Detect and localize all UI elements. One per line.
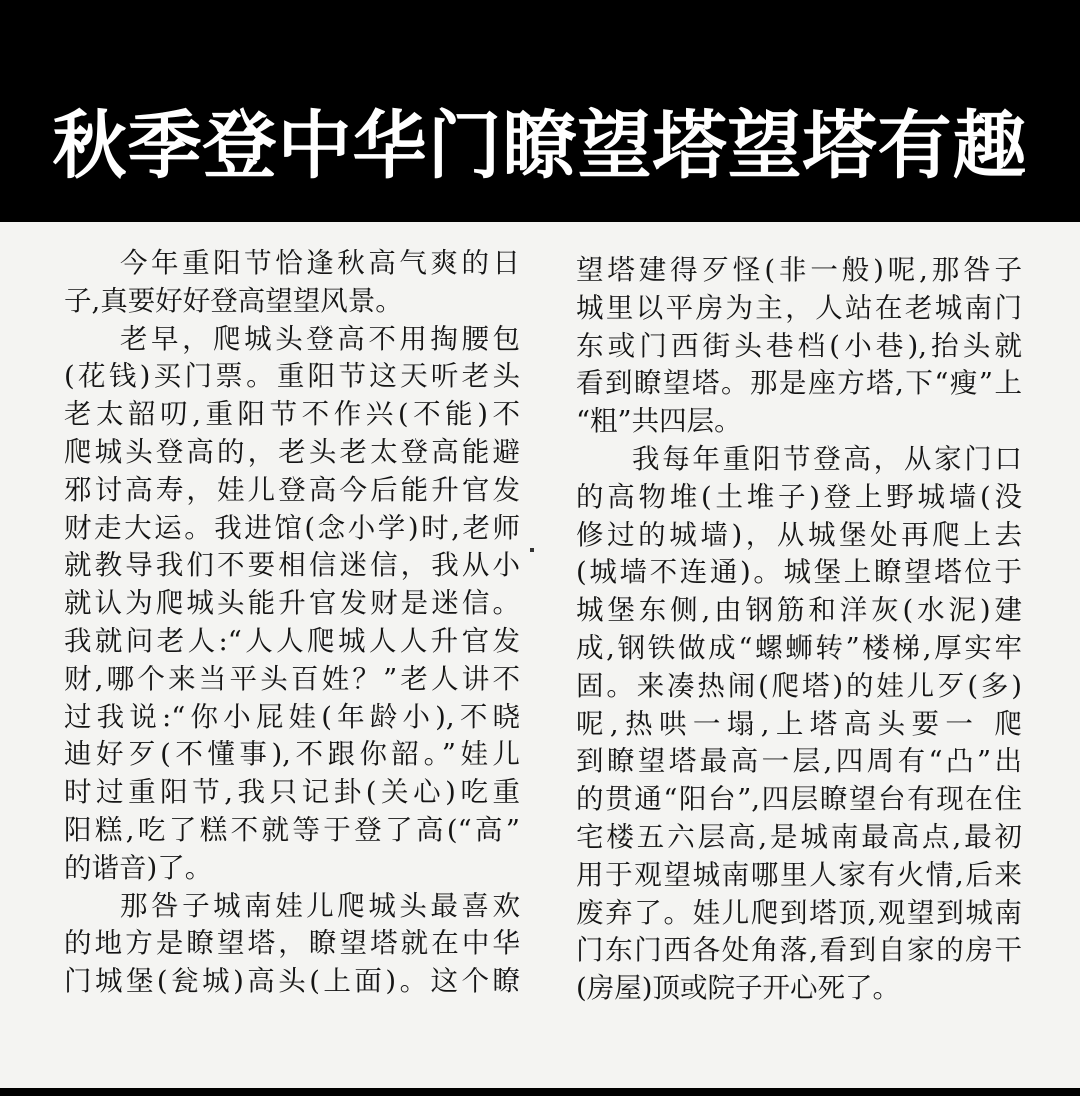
- ink-speck: [530, 548, 534, 552]
- article-line: 子,真要好好登高望望风景。: [64, 284, 403, 317]
- article-line: 门城堡(瓮城)高头(上面)。这个瞭: [64, 965, 520, 998]
- article-line: 呢,热哄一塌,上塔高头要一 爬: [576, 707, 1022, 740]
- article-line: 宅楼五六层高,是城南最高点,最初: [576, 820, 1022, 853]
- article-line: 我每年重阳节登高，从家门口: [632, 442, 1022, 475]
- article-line: 过我说:“你小屁娃(年龄小),不晓: [64, 700, 520, 733]
- article-line: 的高物堆(土堆子)登上野城墙(没: [576, 480, 1022, 513]
- article-line: 时过重阳节,我只记卦(关心)吃重: [64, 776, 520, 809]
- article-line: 老太韶叨,重阳节不作兴(不能)不: [64, 398, 520, 431]
- article-right-column: [576, 252, 1022, 1008]
- article-line: 看到瞭望塔。那是座方塔,下“瘦”上: [576, 367, 1022, 400]
- article-line: 的谐音)了。: [64, 851, 213, 884]
- article-line: 用于观望城南哪里人家有火情,后来: [576, 858, 1022, 891]
- article-line: 爬城头登高的，老头老太登高能避: [64, 435, 520, 468]
- article-line: 今年重阳节恰逢秋高气爽的日: [120, 247, 520, 279]
- article-line: 成,钢铁做成“螺蛳转”楼梯,厚实牢: [576, 631, 1022, 664]
- article-line: 财,哪个来当平头百姓？”老人讲不: [64, 662, 520, 695]
- bottom-border: [0, 1088, 1080, 1096]
- article-line: 望塔建得歹怪(非一般)呢,那咎子: [576, 254, 1022, 286]
- article-line: 的贯通“阳台”,四层瞭望台有现在住: [576, 783, 1022, 816]
- article-line: 财走大运。我进馆(念小学)时,老师: [64, 511, 520, 544]
- article-line: 迪好歹(不懂事),不跟你韶。”娃儿: [64, 738, 520, 771]
- article-line: 修过的城墙)，从城堡处再爬上去: [576, 518, 1022, 551]
- article-line: 老早，爬城头登高不用掏腰包: [120, 322, 520, 355]
- article-line: (房屋)顶或院子开心死了。: [576, 972, 900, 1005]
- article-line: (花钱)买门票。重阳节这天听老头: [64, 360, 520, 393]
- article-line: “粗”共四层。: [576, 405, 742, 438]
- article-left-column: [64, 245, 520, 1001]
- article-line: 邪讨高寿，娃儿登高今后能升官发: [64, 473, 520, 506]
- article-line: 废弃了。娃儿爬到塔顶,观望到城南: [576, 896, 1022, 929]
- article-line: 我就问老人:“人人爬城人人升官发: [64, 624, 520, 657]
- article-line: (城墙不连通)。城堡上瞭望塔位于: [576, 556, 1022, 589]
- article-line: 就认为爬城头能升官发财是迷信。: [64, 587, 520, 620]
- article-line: 门东门西各处角落,看到自家的房干: [576, 934, 1022, 967]
- article-line: 到瞭望塔最高一层,四周有“凸”出: [576, 745, 1022, 778]
- article-line: 城堡东侧,由钢筋和洋灰(水泥)建: [576, 594, 1022, 627]
- article-line: 那咎子城南娃儿爬城头最喜欢: [120, 889, 520, 922]
- article-line: 固。来凑热闹(爬塔)的娃儿歹(多): [576, 669, 1022, 702]
- article-line: 东或门西街头巷档(小巷),抬头就: [576, 329, 1022, 362]
- page-title: 秋季登中华门瞭望塔望塔有趣: [52, 103, 1028, 189]
- article-line: 城里以平房为主，人站在老城南门: [576, 291, 1022, 324]
- article-line: 阳糕,吃了糕不就等于登了高(“高”: [64, 813, 520, 846]
- article-line: 就教导我们不要相信迷信，我从小: [64, 549, 520, 582]
- article-line: 的地方是瞭望塔，瞭望塔就在中华: [64, 927, 520, 960]
- title-banner: [0, 0, 1080, 222]
